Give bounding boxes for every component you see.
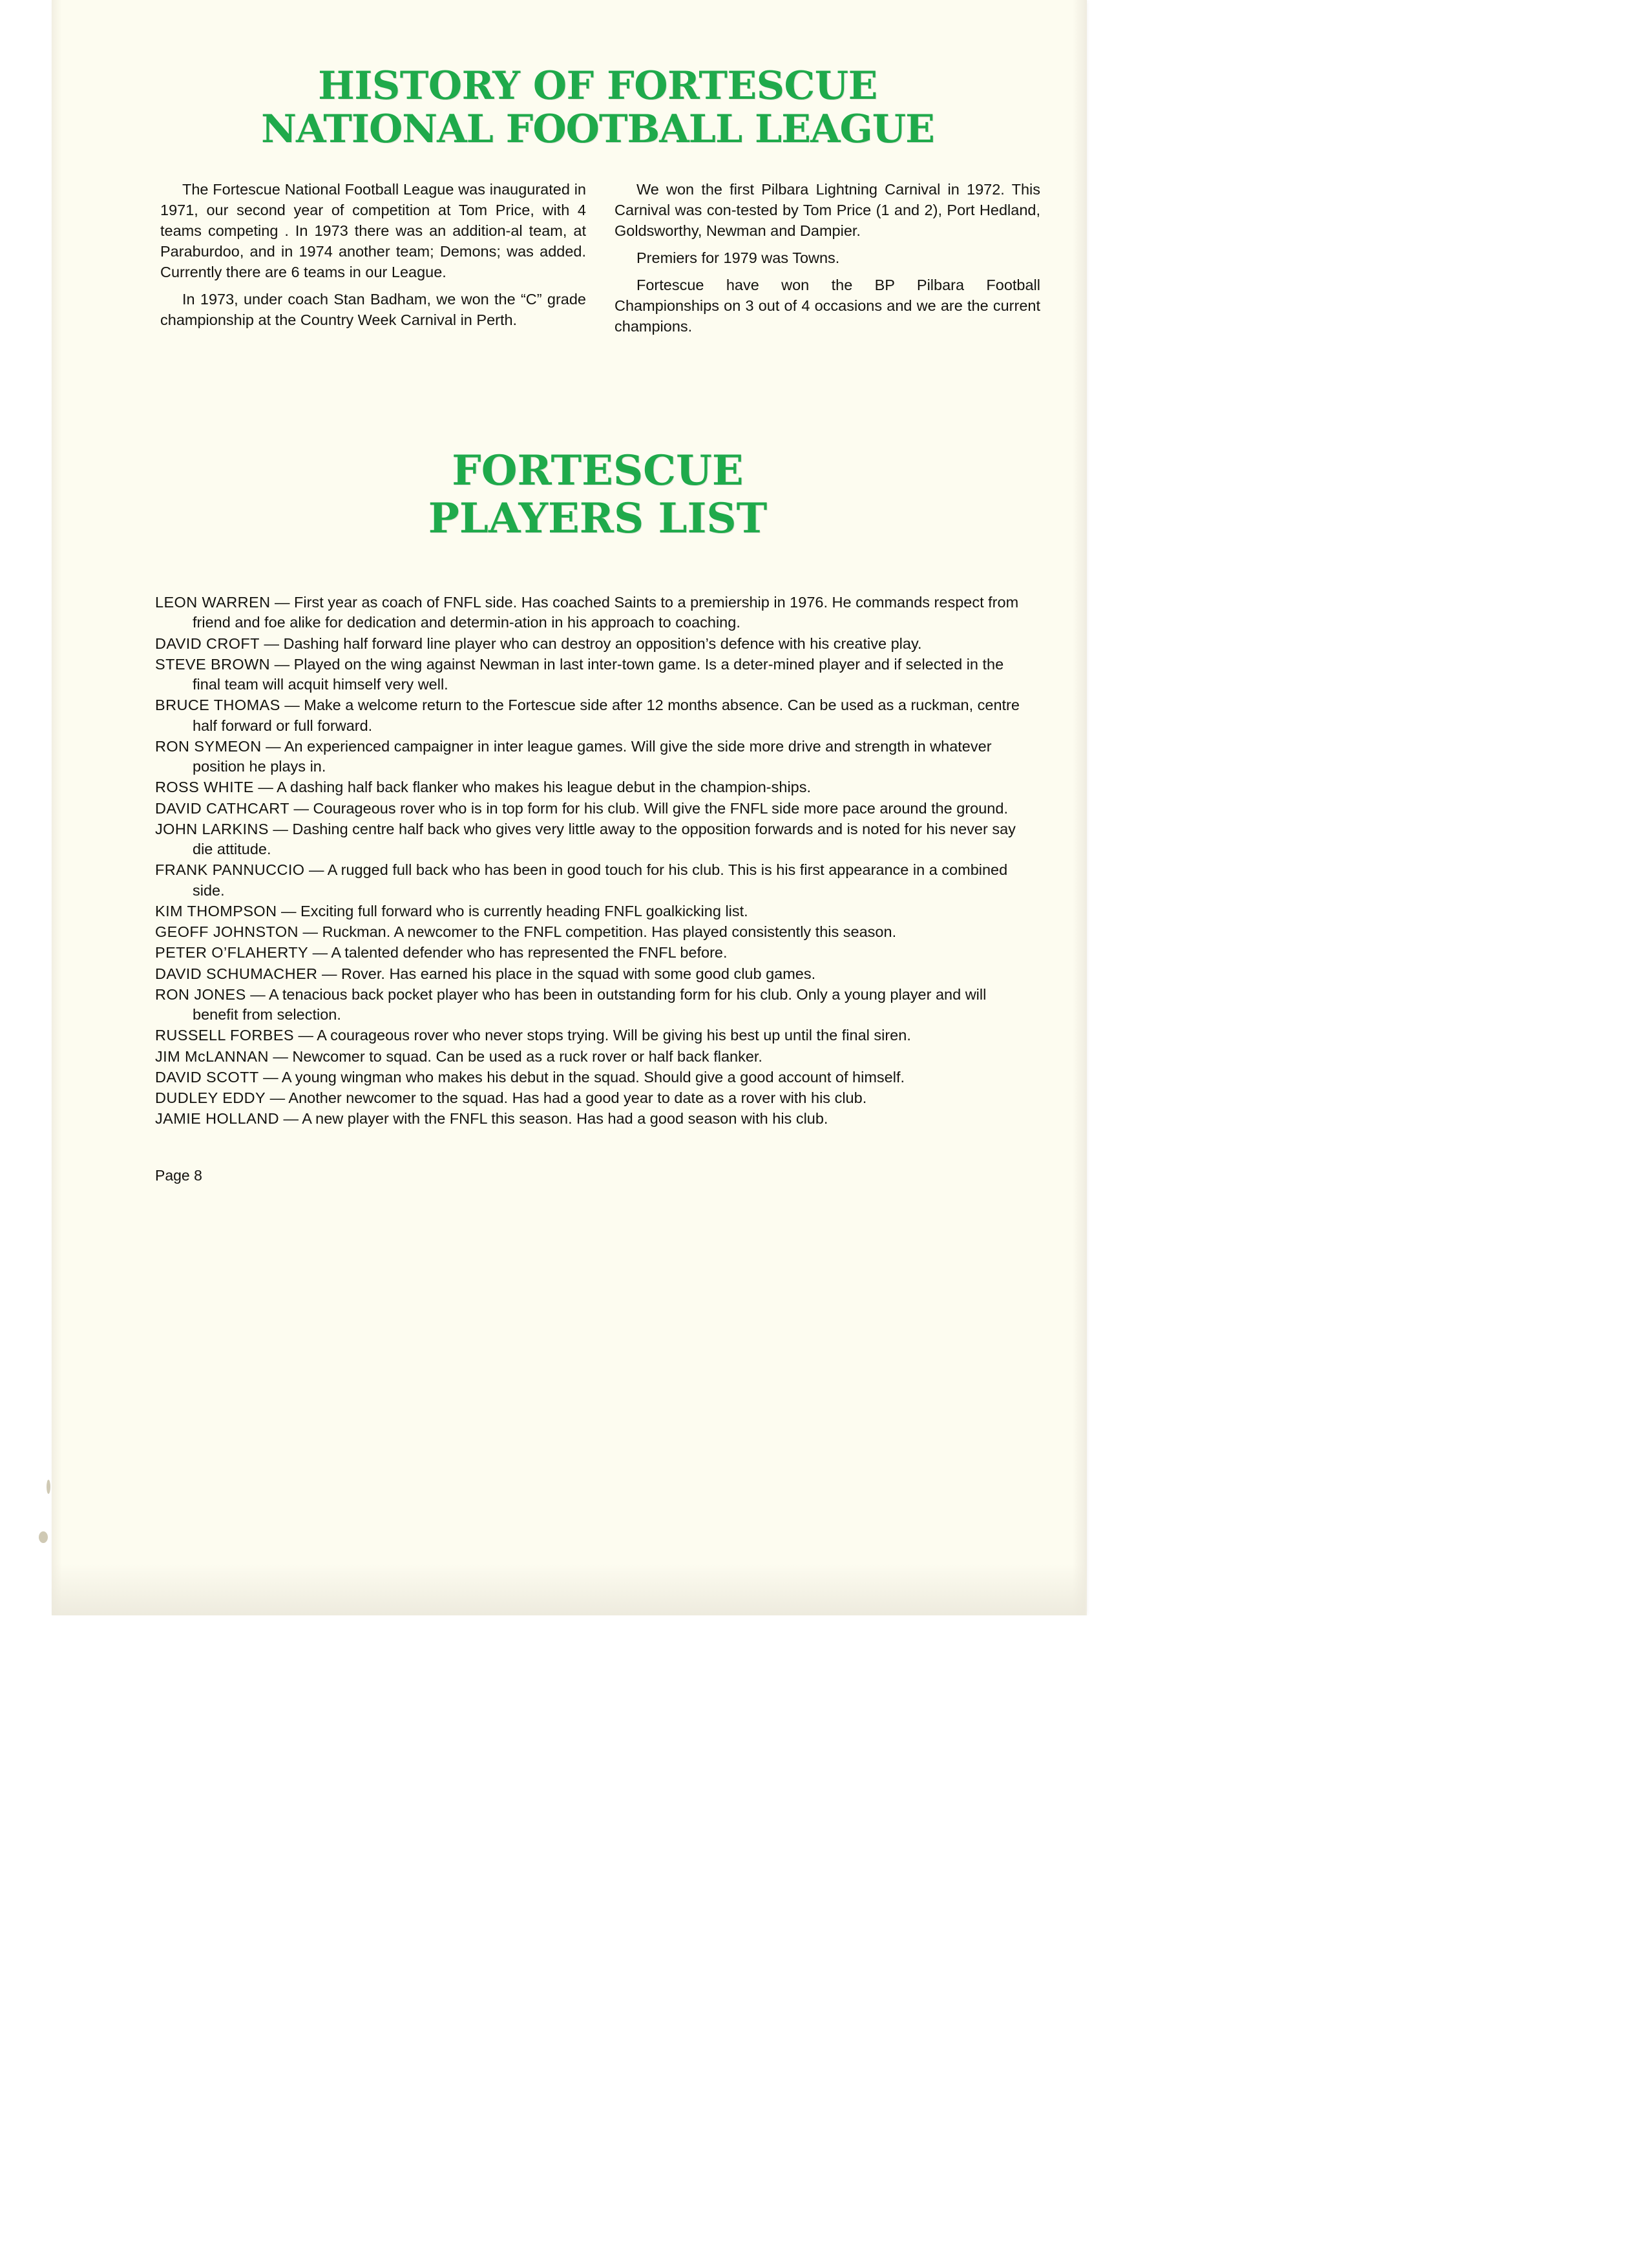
history-columns	[149, 180, 1047, 344]
player-entry	[155, 860, 1027, 901]
player-name: DAVID SCHUMACHER	[155, 965, 318, 982]
player-description: — Dashing centre half back who gives very little away to the opposition forwards and is noted for his never say die attitude.	[193, 820, 1016, 858]
history-paragraph: The Fortescue National Football League was inaugurated in 1971, our second year of competition at Tom Price, with 4 teams competing . In 1973 there was an addition-al team, at Paraburdoo, and in 1974 another team; Demons; was added. Currently there are 6 teams in our League.	[160, 181, 586, 281]
page-left-edge	[52, 0, 62, 1615]
player-name: DAVID CROFT	[155, 635, 260, 652]
page-bottom-shadow	[52, 1564, 1086, 1615]
player-name: JAMIE HOLLAND	[155, 1110, 279, 1128]
player-name: FRANK PANNUCCIO	[155, 861, 305, 879]
page-content	[149, 65, 1047, 1184]
page-title-players-line1: FORTESCUE	[452, 446, 744, 496]
player-name: RON SYMEON	[155, 737, 262, 755]
player-entry	[155, 922, 1027, 942]
history-paragraph: Premiers for 1979 was Towns.	[636, 249, 840, 267]
player-description: — First year as coach of FNFL side. Has coached Saints to a premiership in 1976. He commands respect from friend and foe alike for dedication and determin-ation in his approach to coaching.	[193, 594, 1019, 631]
player-description: — Exciting full forward who is currently heading FNFL goalkicking list.	[281, 902, 748, 919]
player-entry	[155, 777, 1027, 797]
player-entry	[155, 655, 1027, 695]
player-name: DAVID SCOTT	[155, 1068, 259, 1086]
player-entry	[155, 901, 1027, 921]
history-left-column	[160, 180, 586, 344]
player-description: — A new player with the FNFL this season. Has had a good season with his club.	[283, 1110, 828, 1128]
player-name: GEOFF JOHNSTON	[155, 923, 299, 941]
player-name: DUDLEY EDDY	[155, 1089, 266, 1107]
player-description: — An experienced campaigner in inter league games. Will give the side more drive and strength in whatever position he plays in.	[193, 737, 992, 775]
player-name: STEVE BROWN	[155, 655, 271, 673]
page-number: Page 8	[155, 1166, 202, 1184]
player-description: — A courageous rover who never stops trying. Will be giving his best up until the final siren.	[298, 1027, 911, 1044]
player-description: — Another newcomer to the squad. Has had a good year to date as a rover with his club.	[269, 1089, 867, 1107]
page-title-history-line1: HISTORY OF FORTESCUE	[318, 63, 877, 109]
page-title-players-line2: PLAYERS LIST	[428, 494, 768, 543]
players-list	[149, 593, 1047, 1129]
player-entry	[155, 985, 1027, 1025]
player-entry	[155, 964, 1027, 984]
scan-speck	[47, 1480, 50, 1494]
player-description: — Courageous rover who is in top form for his club. Will give the FNFL side more pace around the ground.	[293, 799, 1008, 817]
player-name: LEON WARREN	[155, 594, 271, 611]
player-name: DAVID CATHCART	[155, 799, 289, 817]
player-name: ROSS WHITE	[155, 779, 254, 796]
player-name: PETER O’FLAHERTY	[155, 944, 309, 961]
player-description: — A talented defender who has represented the FNFL before.	[312, 944, 728, 961]
player-name: BRUCE THOMAS	[155, 697, 280, 714]
history-paragraph: Fortescue have won the BP Pilbara Football Championships on 3 out of 4 occasions and we are the current champions.	[614, 277, 1040, 335]
player-entry	[155, 1109, 1027, 1129]
player-name: JIM McLANNAN	[155, 1047, 269, 1065]
player-entry	[155, 943, 1027, 963]
page-right-edge	[1073, 0, 1087, 1615]
player-entry	[155, 593, 1027, 633]
player-description: — Played on the wing against Newman in last inter-town game. Is a deter-mined player and if selected in the final team will acquit himself very well.	[193, 655, 1004, 693]
player-name: JOHN LARKINS	[155, 820, 269, 837]
player-description: — A tenacious back pocket player who has been in outstanding form for his club. Only a young player and will benefit from selection.	[193, 985, 987, 1024]
player-description: — A young wingman who makes his debut in the squad. Should give a good account of himself.	[263, 1068, 905, 1086]
player-description: — Rover. Has earned his place in the squad with some good club games.	[321, 965, 816, 982]
player-name: KIM THOMPSON	[155, 902, 277, 919]
history-paragraph: In 1973, under coach Stan Badham, we won the “C” grade championship at the Country Week Carnival in Perth.	[160, 291, 586, 329]
page-title-history	[149, 65, 1047, 151]
player-entry	[155, 1047, 1027, 1067]
player-description: — Newcomer to squad. Can be used as a ruck rover or half back flanker.	[273, 1047, 762, 1065]
player-name: RON JONES	[155, 985, 246, 1003]
page-title-players-list	[149, 447, 1047, 542]
page-background-lower	[0, 1615, 1649, 2268]
scan-speck	[39, 1531, 48, 1543]
player-description: — Ruckman. A newcomer to the FNFL competition. Has played consistently this season.	[302, 923, 897, 941]
player-description: — Make a welcome return to the Fortescue side after 12 months absence. Can be used as a ruckman, centre half forward or full forward.	[193, 697, 1020, 734]
player-description: — A rugged full back who has been in good touch for his club. This is his first appearance in a combined side.	[193, 861, 1008, 899]
player-entry	[155, 1025, 1027, 1045]
player-description: — A dashing half back flanker who makes his league debut in the champion-ships.	[258, 779, 812, 796]
player-description: — Dashing half forward line player who can destroy an opposition’s defence with his creative play.	[264, 635, 922, 652]
player-entry	[155, 1067, 1027, 1087]
player-entry	[155, 819, 1027, 860]
history-right-column	[614, 180, 1040, 344]
player-name: RUSSELL FORBES	[155, 1027, 294, 1044]
player-entry	[155, 634, 1027, 654]
player-entry	[155, 1088, 1027, 1108]
player-entry	[155, 799, 1027, 819]
history-paragraph: We won the first Pilbara Lightning Carnival in 1972. This Carnival was con-tested by Tom Price (1 and 2), Port Hedland, Goldsworthy, Newman and Dampier.	[614, 181, 1040, 240]
player-entry	[155, 737, 1027, 777]
page-title-history-line2: NATIONAL FOOTBALL LEAGUE	[261, 107, 934, 152]
player-entry	[155, 695, 1027, 736]
